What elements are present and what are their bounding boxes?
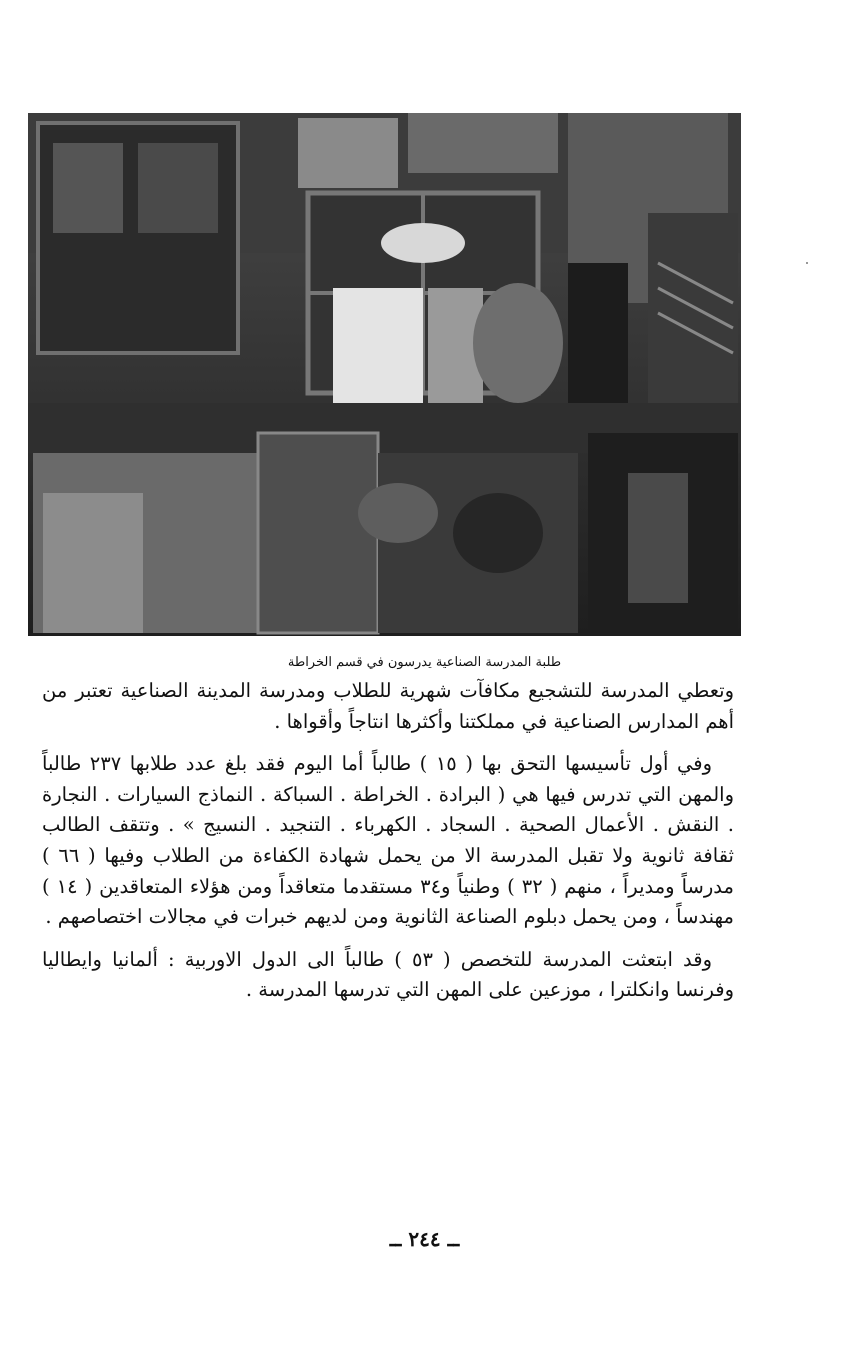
body-text: [42, 676, 734, 1006]
page-number: ــ ٢٤٤ ــ: [389, 1227, 460, 1251]
stray-mark: [806, 262, 808, 264]
workshop-photo-image: [28, 113, 741, 636]
paragraph-3: وقد ابتعثت المدرسة للتخصص ( ٥٣ ) طالباً الى الدول الاوربية : ألمانيا وايطاليا وفرنسا وانكلترا ، موزعين على المهن التي تدرسها المدرسة .: [42, 947, 734, 1002]
paragraph-1: وتعطي المدرسة للتشجيع مكافآت شهرية للطلاب ومدرسة المدينة الصناعية تعتبر من أهم المدارس الصناعية في مملكتنا وأكثرها انتاجاً وأقواها .: [42, 679, 734, 733]
photo-caption: طلبة المدرسة الصناعية يدرسون في قسم الخراطة: [287, 655, 562, 670]
workshop-photo: [28, 113, 741, 636]
paragraph-2: وفي أول تأسيسها التحق بها ( ١٥ ) طالباً أما اليوم فقد بلغ عدد طلابها ٢٣٧ طالباً والمهن التي تدرس فيها هي ( البرادة . الخراطة . السباكة . النماذج السيارات . النجارة . النقش . الأعمال الصحية . السجاد . الكهرباء . التنجيد . النسيج » . وتتقف الطالب ثقافة ثانوية ولا تقبل المدرسة الا من يحمل شهادة الكفاءة من الطلاب وفيها ( ٦٦ ) مدرساً ومديراً ، منهم ( ٣٢ ) وطنياً و٣٤ مستقدما متعاقداً ومن هؤلاء المتعاقدين ( ١٤ ) مهندساً ، ومن يحمل دبلوم الصناعة الثانوية ومن لديهم خبرات في مجالات اختصاصهم .: [42, 752, 734, 929]
